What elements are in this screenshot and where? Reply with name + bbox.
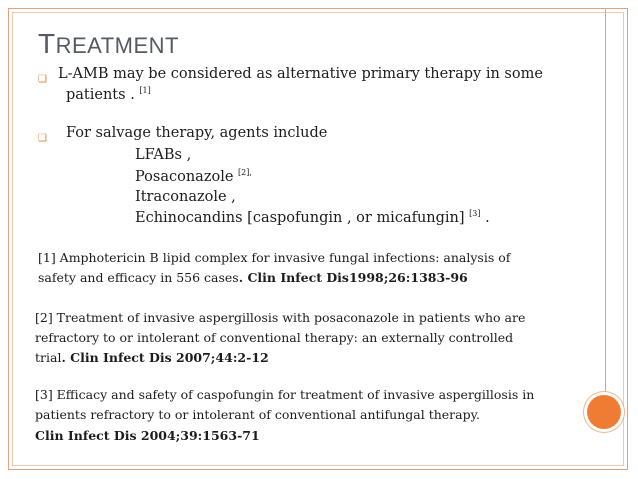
- bullet-1-line-2: patients . [1]: [66, 86, 151, 103]
- reference-1-line-2: safety and efficacy in 556 cases. Clin Infect Dis1998;26:1383-96: [38, 270, 468, 285]
- reference-2-line-3: trial. Clin Infect Dis 2007;44:2-12: [35, 350, 269, 365]
- reference-2-line-2: refractory to or intolerant of conventional therapy: an externally controlled: [35, 330, 514, 345]
- reference-3-line-1: [3] Efficacy and safety of caspofungin for treatment of invasive aspergillosis in: [35, 387, 535, 402]
- reference-3-line-3: Clin Infect Dis 2004;39:1563-71: [35, 428, 260, 443]
- reference-3-line-2: patients refractory to or intolerant of conventional antifungal therapy.: [35, 407, 480, 422]
- square-bullet-icon: ❑: [38, 133, 47, 144]
- agent-lfabs: LFABs ,: [135, 147, 192, 163]
- agent-echinocandins: Echinocandins [caspofungin , or micafungin] [3] .: [135, 209, 490, 226]
- accent-circle: [587, 395, 621, 429]
- bullet-1-line-1: L-AMB may be considered as alternative primary therapy in some: [58, 66, 543, 82]
- square-bullet-icon: ❑: [38, 74, 47, 85]
- slide-vertical-rule: [605, 8, 606, 406]
- reference-2-line-1: [2] Treatment of invasive aspergillosis with posaconazole in patients who are: [35, 310, 526, 325]
- agent-posaconazole: Posaconazole $^{[2],}$: [135, 168, 252, 185]
- bullet-2-line-1: For salvage therapy, agents include: [66, 125, 328, 141]
- reference-1-line-1: [1] Amphotericin B lipid complex for invasive fungal infections: analysis of: [38, 250, 511, 265]
- slide-title: TREATMENT: [38, 28, 179, 59]
- agent-itraconazole: Itraconazole ,: [135, 189, 236, 205]
